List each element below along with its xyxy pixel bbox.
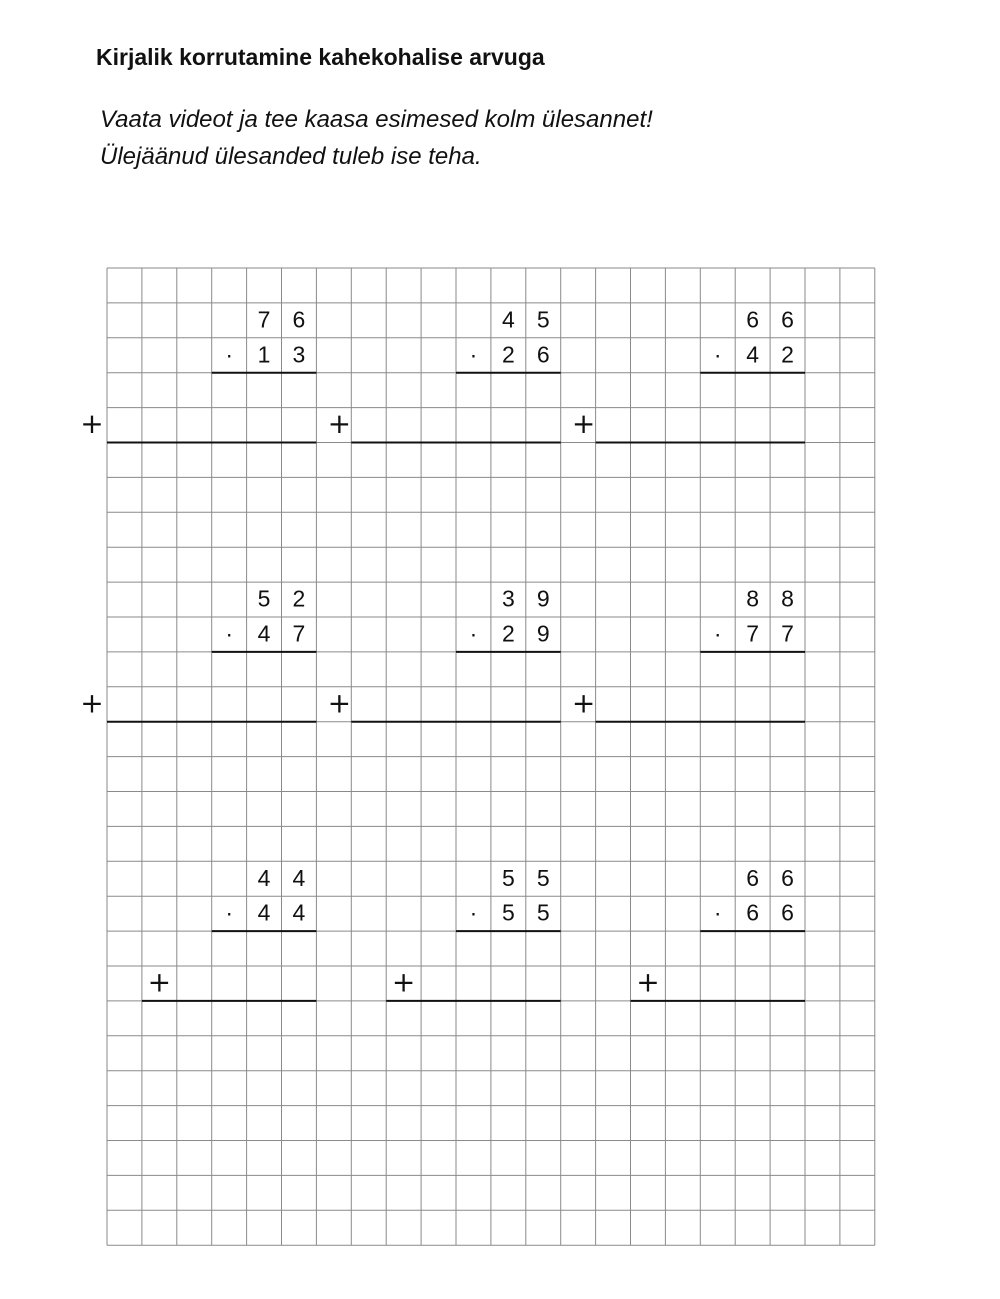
plus-sign: + <box>571 686 596 720</box>
bottom-digit-tens: 5 <box>501 899 515 926</box>
bottom-digit-tens: 1 <box>257 341 271 368</box>
bottom-digit-units: 6 <box>536 341 550 368</box>
bottom-digit-units: 7 <box>781 620 794 647</box>
plus-sign: + <box>636 965 660 999</box>
top-digit-units: 6 <box>781 864 794 891</box>
bottom-digit-tens: 7 <box>746 620 760 647</box>
top-digit-tens: 6 <box>746 864 760 891</box>
page-title: Kirjalik korrutamine kahekohalise arvuga <box>96 44 545 70</box>
bottom-digit-units: 4 <box>292 899 306 926</box>
bottom-digit-tens: 6 <box>746 899 760 926</box>
top-digit-tens: 4 <box>501 306 515 333</box>
top-digit-units: 5 <box>536 306 550 333</box>
bottom-digit-tens: 4 <box>746 341 760 368</box>
top-digit-tens: 5 <box>257 585 271 612</box>
bottom-digit-units: 2 <box>781 341 794 368</box>
multiply-sign: · <box>469 341 478 368</box>
plus-sign: + <box>327 407 352 441</box>
top-digit-units: 8 <box>781 585 794 612</box>
plus-sign: + <box>80 407 104 441</box>
multiply-sign: · <box>713 899 722 926</box>
problems-layer <box>80 306 805 1000</box>
top-digit-tens: 6 <box>746 306 760 333</box>
top-digit-tens: 7 <box>257 306 271 333</box>
multiply-sign: · <box>713 620 722 647</box>
bottom-digit-tens: 4 <box>257 899 271 926</box>
top-digit-units: 2 <box>292 585 306 612</box>
top-digit-tens: 8 <box>746 585 760 612</box>
bottom-digit-units: 3 <box>292 341 306 368</box>
bottom-digit-tens: 4 <box>257 620 271 647</box>
plus-sign: + <box>80 686 104 720</box>
top-digit-tens: 5 <box>501 864 515 891</box>
plus-sign: + <box>327 686 352 720</box>
multiply-sign: · <box>225 899 233 926</box>
multiply-sign: · <box>713 341 722 368</box>
top-digit-units: 6 <box>781 306 794 333</box>
bottom-digit-units: 6 <box>781 899 794 926</box>
bottom-digit-units: 9 <box>536 620 550 647</box>
multiply-sign: · <box>225 620 233 647</box>
top-digit-units: 6 <box>292 306 306 333</box>
top-digit-tens: 3 <box>501 585 515 612</box>
instruction-line-2: Ülejäänud ülesanded tuleb ise teha. <box>100 143 482 170</box>
plus-sign: + <box>391 965 416 999</box>
top-digit-units: 5 <box>536 864 550 891</box>
plus-sign: + <box>147 965 172 999</box>
instruction-line-1: Vaata videot ja tee kaasa esimesed kolm ülesannet! <box>100 106 653 133</box>
multiply-sign: · <box>225 341 233 368</box>
multiply-sign: · <box>469 620 478 647</box>
grid-lines <box>107 268 875 1245</box>
bottom-digit-tens: 2 <box>501 341 515 368</box>
bottom-digit-units: 5 <box>536 899 550 926</box>
top-digit-units: 9 <box>536 585 550 612</box>
plus-sign: + <box>571 407 596 441</box>
bottom-digit-tens: 2 <box>501 620 515 647</box>
multiply-sign: · <box>469 899 478 926</box>
top-digit-tens: 4 <box>257 864 271 891</box>
bottom-digit-units: 7 <box>292 620 306 647</box>
top-digit-units: 4 <box>292 864 306 891</box>
